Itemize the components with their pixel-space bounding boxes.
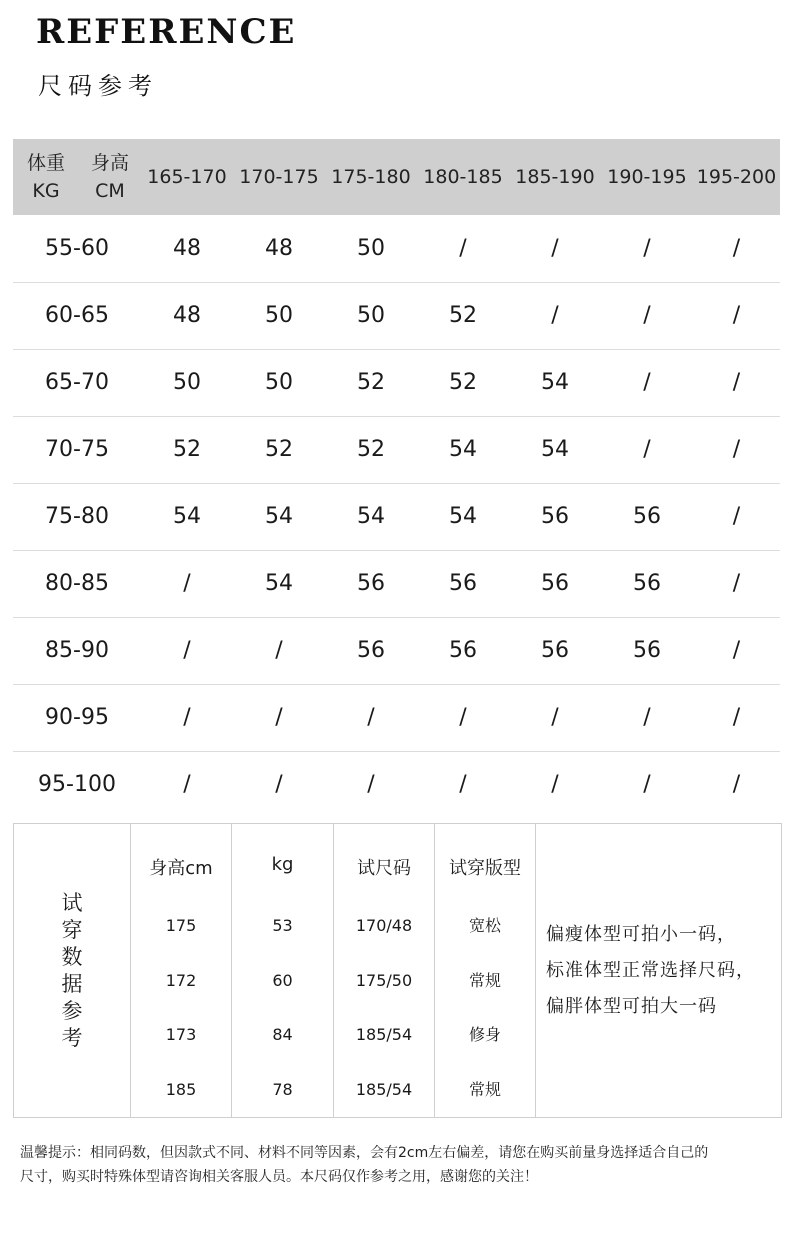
size-cell: /	[643, 772, 651, 798]
trial-column-header: 身高cm	[149, 858, 213, 879]
size-cell: 54	[265, 504, 293, 529]
weight-range-cell: 65-70	[45, 370, 109, 395]
size-cell: 56	[633, 571, 661, 596]
trial-title-char: 数	[61, 944, 83, 969]
size-cell: /	[275, 705, 283, 730]
trial-value: 170/48	[355, 916, 413, 935]
size-cell: /	[551, 772, 559, 798]
trial-title-char: 参	[61, 998, 83, 1023]
table-row	[13, 483, 780, 550]
trial-data-title	[14, 824, 131, 1118]
size-cell: /	[732, 705, 741, 730]
trial-column-height	[131, 824, 232, 1118]
trial-value: 175/50	[355, 970, 413, 990]
height-range-header: 185-190	[515, 166, 595, 188]
table-row	[13, 416, 780, 483]
size-cell: 52	[449, 370, 477, 395]
trial-value: 53	[272, 916, 293, 935]
size-cell: /	[732, 235, 741, 261]
size-cell: /	[732, 504, 741, 529]
size-cell: /	[732, 303, 741, 328]
size-cell: /	[732, 772, 741, 798]
height-range-header: 175-180	[331, 166, 411, 188]
size-cell: 48	[265, 235, 293, 261]
trial-column-header: 试穿版型	[449, 858, 521, 879]
trial-column-size	[334, 824, 435, 1118]
size-cell: /	[367, 705, 375, 730]
size-cell: 52	[357, 370, 385, 395]
trial-value: 常规	[468, 970, 501, 990]
size-cell: /	[551, 235, 559, 261]
size-cell: /	[183, 638, 191, 663]
trial-column-weight	[232, 824, 334, 1118]
weight-range-cell: 90-95	[45, 705, 109, 730]
size-reference-table	[13, 139, 780, 818]
table-row	[13, 684, 780, 751]
trial-value: 175	[165, 916, 197, 935]
height-range-header: 190-195	[607, 166, 687, 188]
trial-value: 常规	[468, 1079, 501, 1099]
trial-data-table	[13, 823, 782, 1118]
weight-column-header	[13, 139, 79, 215]
weight-range-cell: 80-85	[45, 571, 109, 596]
size-cell: 50	[357, 303, 385, 328]
size-cell: 56	[541, 638, 569, 663]
trial-title-char: 试	[61, 890, 83, 915]
size-cell: /	[643, 370, 651, 395]
size-cell: 54	[449, 504, 477, 529]
size-cell: 48	[173, 303, 201, 328]
page-title: REFERENCE	[36, 12, 297, 52]
size-cell: 52	[449, 303, 477, 328]
size-cell: 50	[173, 370, 201, 395]
size-cell: 54	[265, 571, 293, 596]
fit-advice-line: 偏胖体型可拍大一码	[546, 995, 717, 1017]
fit-advice-line: 偏瘦体型可拍小一码，	[546, 923, 736, 945]
trial-column-fit	[435, 824, 536, 1118]
trial-value: 173	[165, 1025, 197, 1044]
fit-advice-line: 标准体型正常选择尺码，	[546, 959, 755, 981]
trial-value: 185	[165, 1079, 197, 1099]
trial-value: 84	[272, 1025, 293, 1044]
table-row	[13, 349, 780, 416]
height-range-header: 180-185	[423, 166, 503, 188]
size-cell: /	[732, 370, 741, 395]
table-row	[13, 282, 780, 349]
trial-value: 宽松	[468, 916, 501, 935]
size-cell: /	[643, 437, 651, 462]
size-cell: /	[275, 772, 283, 798]
size-cell: /	[551, 705, 559, 730]
table-row	[13, 550, 780, 617]
weight-range-cell: 75-80	[45, 504, 109, 529]
size-cell: 52	[265, 437, 293, 462]
trial-value: 60	[272, 970, 293, 990]
size-cell: /	[551, 303, 559, 328]
size-cell: /	[732, 571, 741, 596]
table-row	[13, 617, 780, 684]
weight-range-cell: 85-90	[45, 638, 109, 663]
trial-value: 185/54	[355, 1025, 413, 1044]
trial-title-char: 穿	[61, 917, 83, 942]
size-cell: 56	[357, 638, 385, 663]
size-cell: 56	[541, 504, 569, 529]
size-cell: 54	[173, 504, 201, 529]
size-cell: /	[183, 772, 191, 798]
size-cell: 54	[541, 437, 569, 462]
size-cell: 56	[357, 571, 385, 596]
size-cell: /	[183, 571, 191, 596]
weight-range-cell: 70-75	[45, 437, 109, 462]
fit-advice	[536, 824, 782, 1118]
trial-title-char: 考	[61, 1025, 83, 1050]
size-cell: 54	[449, 437, 477, 462]
footer-tip-line: 尺寸，购买时特殊体型请咨询相关客服人员。本尺码仅作参考之用，感谢您的关注！	[20, 1169, 538, 1185]
size-cell: /	[643, 303, 651, 328]
size-cell: 56	[633, 504, 661, 529]
size-cell: /	[732, 437, 741, 462]
trial-value: 78	[272, 1079, 293, 1099]
size-cell: /	[367, 772, 375, 798]
size-cell: /	[459, 772, 467, 798]
size-cell: /	[459, 705, 467, 730]
trial-column-header: 试尺码	[357, 858, 411, 879]
height-range-header: 170-175	[239, 166, 319, 188]
size-cell: 48	[173, 235, 201, 261]
size-cell: 50	[265, 370, 293, 395]
size-cell: /	[732, 638, 741, 663]
weight-range-cell: 55-60	[45, 235, 109, 261]
size-cell: 54	[541, 370, 569, 395]
trial-value: 172	[165, 970, 197, 990]
size-cell: 56	[449, 638, 477, 663]
trial-value: 185/54	[355, 1079, 413, 1099]
table-row	[13, 215, 780, 282]
trial-column-header: kg	[271, 854, 294, 875]
height-range-header: 165-170	[147, 166, 227, 188]
table-header-row	[13, 139, 780, 215]
size-cell: /	[275, 638, 283, 663]
trial-value: 修身	[468, 1025, 501, 1044]
weight-header-label: 体重	[26, 152, 65, 174]
height-range-header: 195-200	[696, 166, 777, 188]
size-cell: /	[643, 705, 651, 730]
footer-tip	[20, 1141, 780, 1189]
footer-tip-line: 温馨提示：相同码数，但因款式不同、材料不同等因素，会有2cm左右偏差，请您在购买前量身选择适合自己的	[20, 1145, 709, 1161]
size-cell: 56	[541, 571, 569, 596]
weight-header-unit: KG	[32, 180, 60, 202]
size-cell: 56	[449, 571, 477, 596]
size-cell: 50	[265, 303, 293, 328]
height-header-unit: CM	[95, 180, 125, 202]
size-cell: /	[183, 705, 191, 730]
size-cell: 52	[173, 437, 201, 462]
size-cell: 50	[357, 235, 385, 261]
size-cell: 52	[357, 437, 385, 462]
trial-title-char: 据	[61, 971, 83, 996]
height-header-label: 身高	[90, 152, 129, 174]
page-subtitle: 尺码参考	[38, 72, 158, 100]
size-cell: 56	[633, 638, 661, 663]
weight-range-cell: 95-100	[38, 772, 116, 798]
size-cell: /	[643, 235, 651, 261]
size-cell: /	[459, 235, 467, 261]
table-row	[13, 751, 780, 818]
size-cell: 54	[357, 504, 385, 529]
weight-range-cell: 60-65	[45, 303, 109, 328]
height-column-header	[79, 139, 141, 215]
